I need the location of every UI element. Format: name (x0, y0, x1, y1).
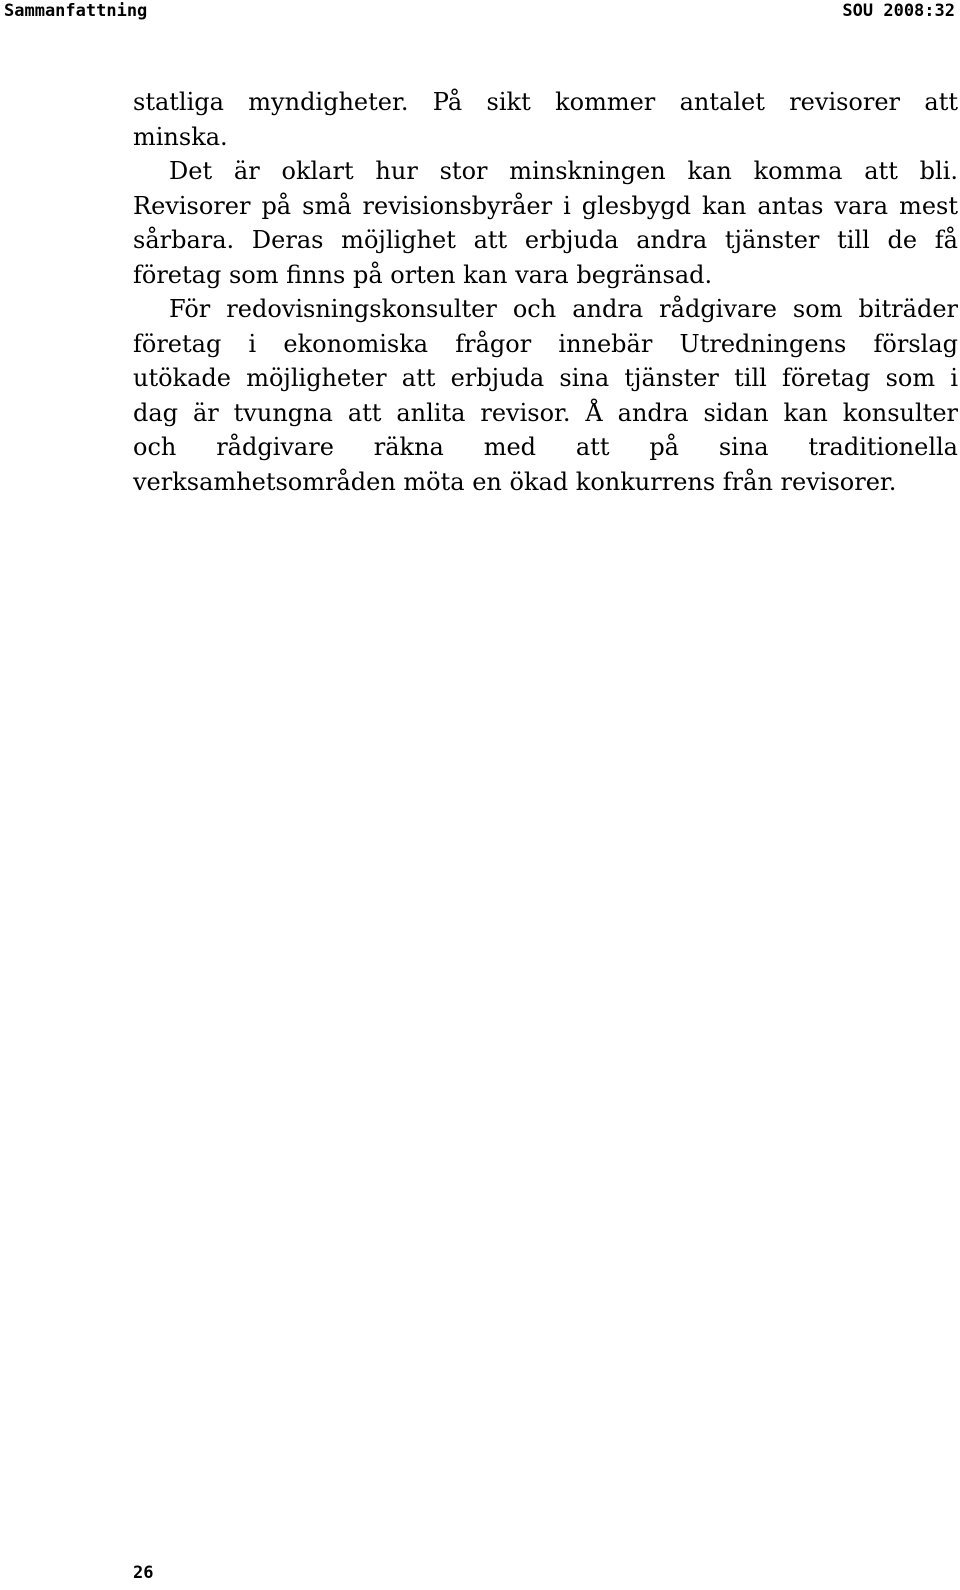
text-line: företag i ekonomiska frågor innebär Utredningens förslag (133, 329, 958, 358)
running-header (0, 0, 960, 22)
text-line: dag är tvungna att anlita revisor. Å andra sidan kan konsulter (133, 398, 958, 427)
text-line: För redovisningskonsulter och andra rådgivare som biträder (169, 295, 958, 323)
text-line: statliga myndigheter. På sikt kommer antalet revisorer att (133, 88, 958, 116)
body-text (133, 85, 958, 499)
text-line: verksamhetsområden möta en ökad konkurrens från revisorer. (133, 467, 897, 496)
text-line: Det är oklart hur stor minskningen kan komma att bli. (169, 157, 958, 185)
report-reference: SOU 2008:32 (842, 1, 955, 21)
text-line: och rådgivare räkna med att på sina traditionella (133, 433, 958, 461)
text-line: utökade möjligheter att erbjuda sina tjänster till företag som i (133, 364, 958, 392)
text-line: Revisorer på små revisionsbyråer i glesbygd kan antas vara mest (133, 191, 958, 220)
text-line: företag som finns på orten kan vara begränsad. (133, 260, 713, 289)
text-line: sårbara. Deras möjlighet att erbjuda andra tjänster till de få (133, 226, 958, 254)
text-line: minska. (133, 122, 228, 151)
section-title: Sammanfattning (4, 1, 148, 21)
page-number: 26 (133, 1563, 154, 1583)
